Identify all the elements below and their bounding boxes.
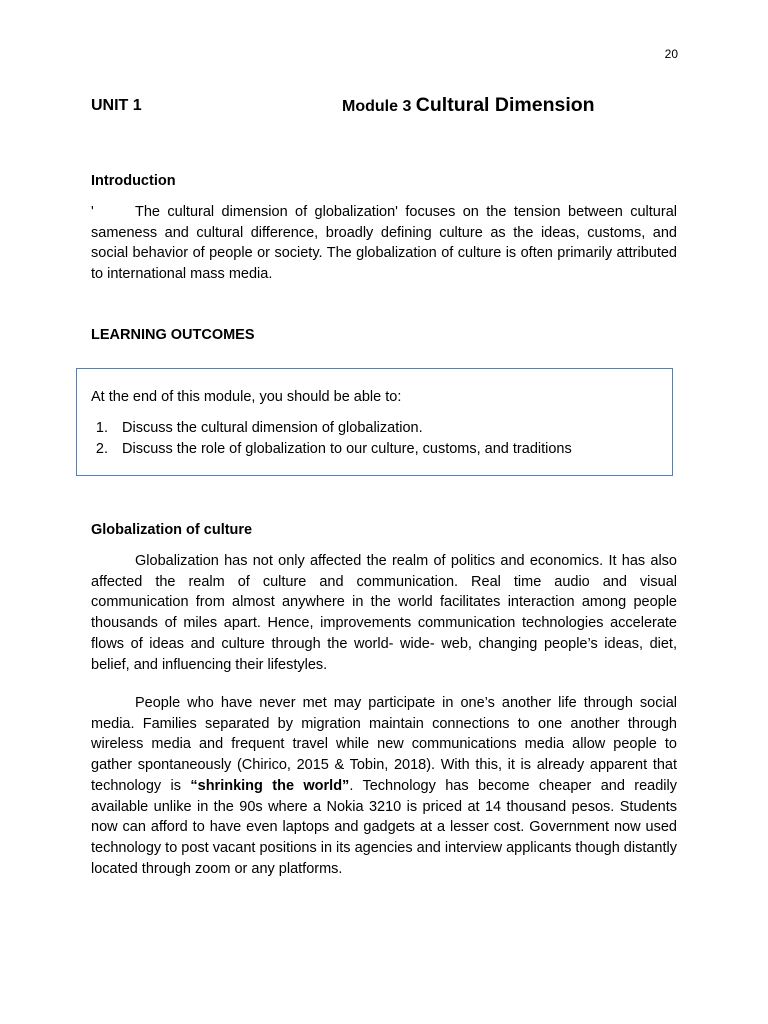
- module-heading: [342, 94, 595, 117]
- list-item-text: Discuss the cultural dimension of globalization.: [122, 420, 423, 436]
- emphasis-shrinking-the-world: “shrinking the world”: [190, 777, 350, 794]
- list-item: [91, 439, 572, 460]
- list-item-number: 2.: [95, 441, 108, 457]
- learning-outcomes-box: [76, 368, 673, 476]
- introduction-paragraph: [91, 202, 677, 285]
- learning-outcomes-heading: LEARNING OUTCOMES: [91, 327, 255, 343]
- list-item-text: Discuss the role of globalization to our culture, customs, and traditions: [122, 441, 572, 457]
- learning-outcomes-list: [91, 418, 572, 460]
- paragraph-text: People who have never met may participate in one’s another life through social media. Families separated by migration maintain connections to one another through wireless media and frequent travel while new communications media allow people to gather spontaneously (Chirico, 2015 & Tobin, 2018). With this, it is already apparent that technology is: [91, 695, 677, 794]
- introduction-mark: ': [91, 204, 94, 220]
- globalization-of-culture-heading: Globalization of culture: [91, 522, 253, 538]
- list-item: [91, 418, 572, 439]
- introduction-heading: Introduction: [91, 173, 176, 189]
- paragraph-text: . Technology has become cheaper and readily available unlike in the 90s where a Nokia 3210 is priced at 14 thousand pesos. Students now can afford to have even laptops and gadgets at a lesser cost. Government now used technology to post vacant positions in its agencies and interview applicants though distantly located through zoom or any platforms.: [91, 777, 677, 877]
- list-item-number: 1.: [95, 420, 108, 436]
- unit-label: UNIT 1: [91, 97, 142, 114]
- globalization-paragraph-2: [91, 693, 677, 879]
- module-label: Module 3: [342, 98, 412, 115]
- page-number: 20: [664, 47, 678, 61]
- globalization-paragraph-1: [91, 551, 677, 675]
- module-title: Cultural Dimension: [415, 94, 595, 116]
- document-header: [91, 94, 681, 118]
- learning-outcomes-intro: At the end of this module, you should be able to:: [91, 389, 402, 405]
- paragraph-text: Globalization has not only affected the realm of politics and economics. It has also affected the realm of culture and communication. Real time audio and visual communication from almost anywhere in the world facilitates interaction among people thousands of miles apart. Hence, improvements communication technologies accelerate flows of ideas and culture through the world- wide- web, changing people’s ideas, diet, belief, and influencing their lifestyles.: [91, 553, 677, 673]
- introduction-text: The cultural dimension of globalization' focuses on the tension between cultural sameness and cultural difference, broadly defining culture as the ideas, customs, and social behavior of people or society. The globalization of culture is often primarily attributed to international mass media.: [91, 204, 677, 283]
